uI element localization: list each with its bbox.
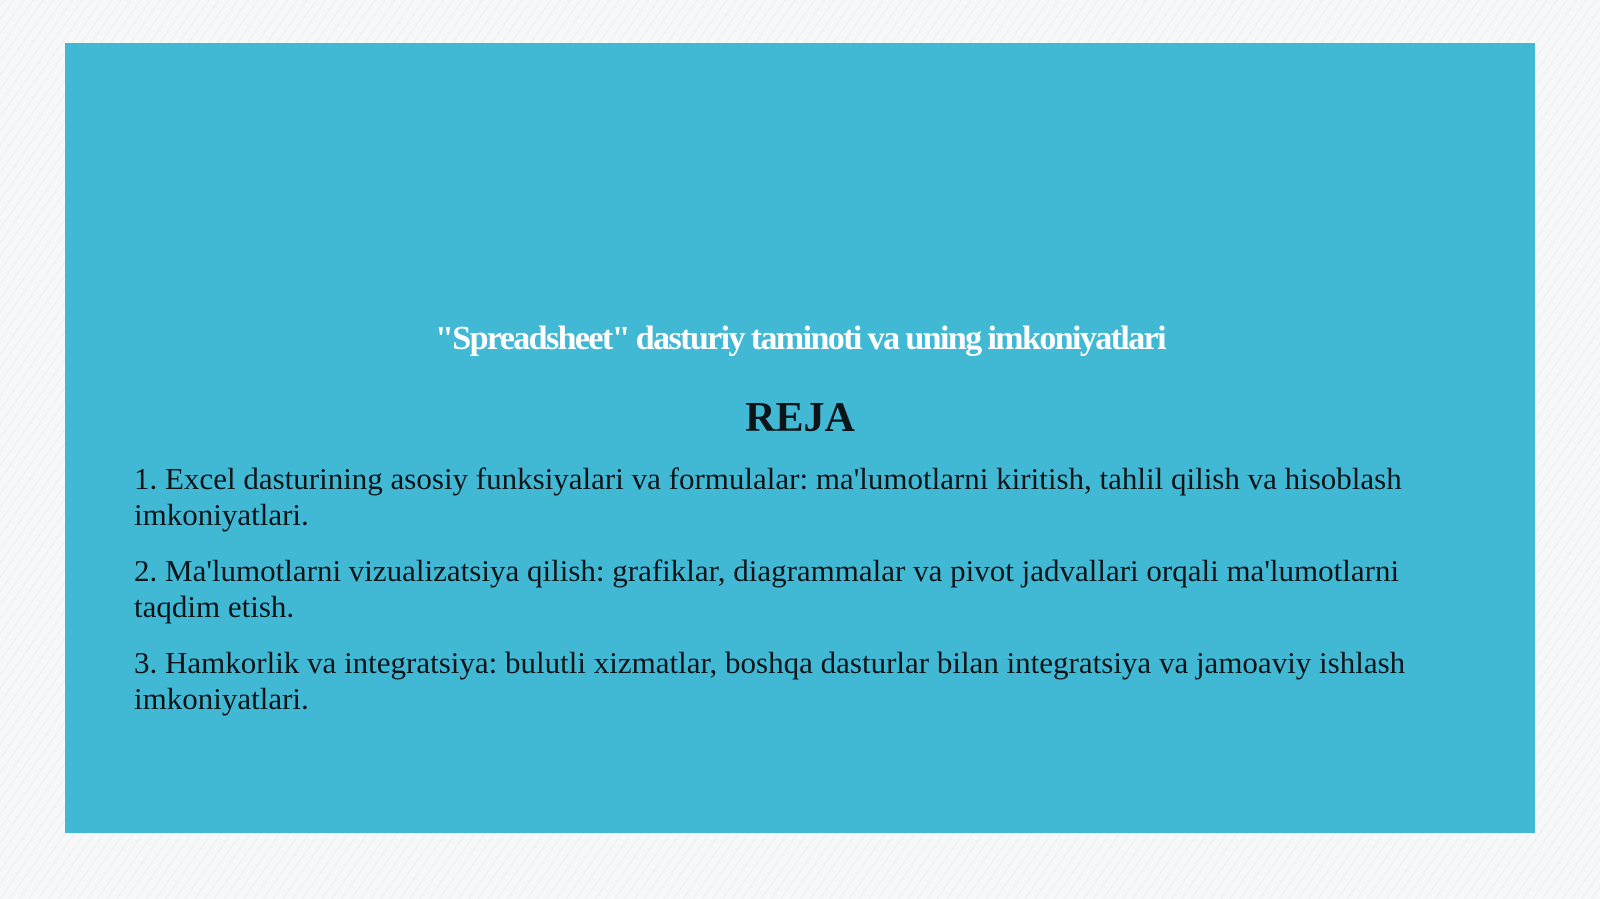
slide (65, 43, 1535, 833)
plan-item-3: 3. Hamkorlik va integratsiya: bulutli xizmatlar, boshqa dasturlar bilan integratsiya va jamoaviy ishlash imkoniyatlari. (134, 645, 1406, 716)
slide-title: "Spreadsheet" dasturiy taminoti va uning imkoniyatlari (435, 320, 1165, 357)
plan-item-1: 1. Excel dasturining asosiy funksiyalari va formulalar: ma'lumotlarni kiritish, tahlil qilish va hisoblash imkoniyatlari. (134, 461, 1402, 532)
plan-list (134, 461, 1464, 737)
plan-heading: REJA (745, 395, 855, 441)
plan-item-2: 2. Ma'lumotlarni vizualizatsiya qilish: grafiklar, diagrammalar va pivot jadvallari orqali ma'lumotlarni taqdim etish. (134, 553, 1400, 624)
